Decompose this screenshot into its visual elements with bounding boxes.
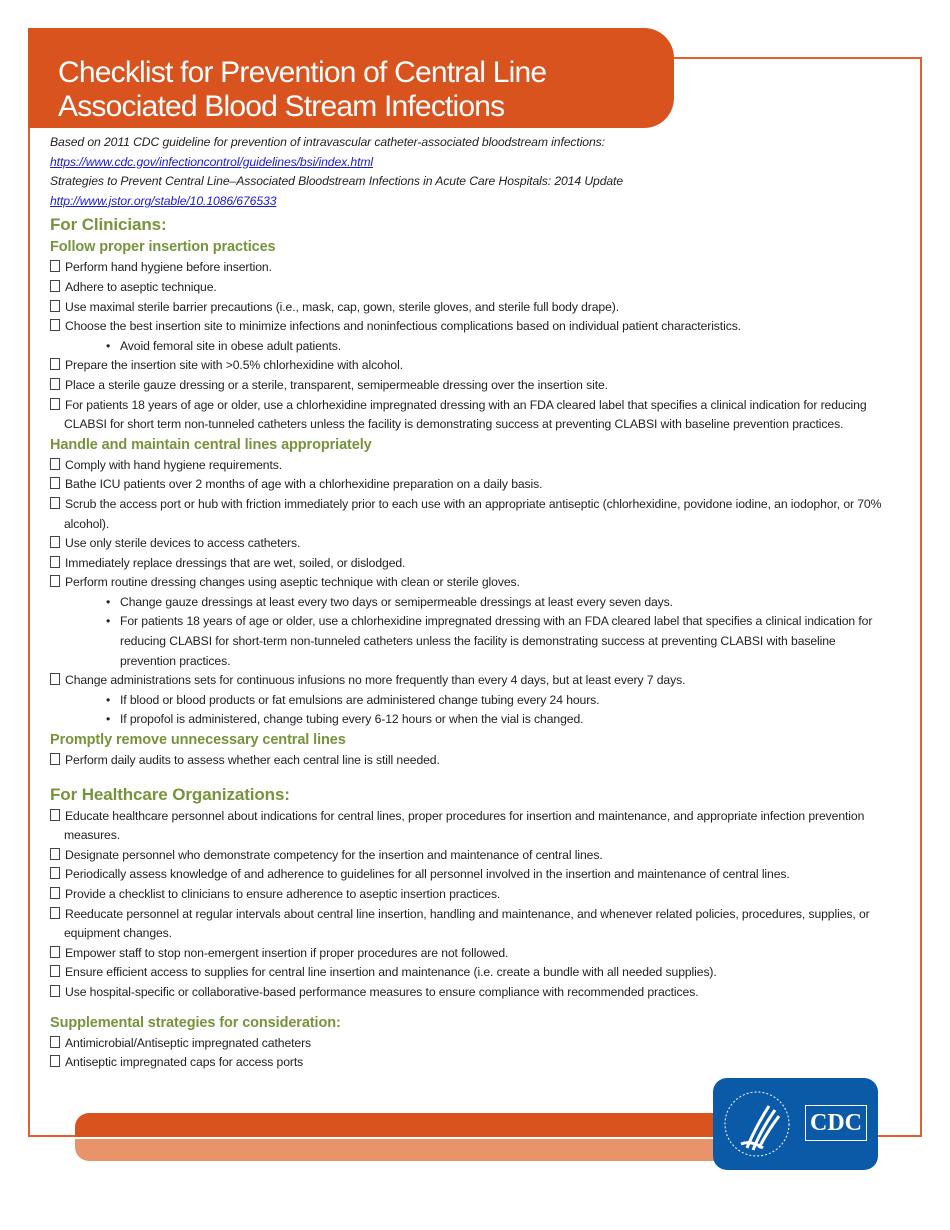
title-line-1: Checklist for Prevention of Central Line bbox=[58, 56, 547, 89]
checklist-item[interactable]: Provide a checklist to clinicians to ensure adherence to aseptic insertion practices. bbox=[50, 885, 890, 905]
subsection-heading: Handle and maintain central lines appropriately bbox=[50, 436, 372, 453]
checklist-item[interactable]: Perform daily audits to assess whether each central line is still needed. bbox=[50, 751, 890, 771]
cdc-logo-text: CDC bbox=[805, 1105, 867, 1141]
bullet-item: • Avoid femoral site in obese adult patients. bbox=[50, 337, 890, 357]
frame-border bbox=[28, 128, 30, 1136]
bullet-item: • If propofol is administered, change tubing every 6-12 hours or when the vial is changed. bbox=[50, 710, 890, 730]
checklist-item[interactable]: Educate healthcare personnel about indications for central lines, proper procedures for insertion and maintenance, and appropriate infection prevention measures. bbox=[50, 807, 890, 846]
checklist-item[interactable]: For patients 18 years of age or older, use a chlorhexidine impregnated dressing with an FDA cleared label that specifies a clinical indication for reducing CLABSI for short term non-tunneled catheters unless the facility is demonstrating success at preventing CLABSI with baseline prevention practices. bbox=[50, 396, 890, 435]
checklist-item[interactable]: Prepare the insertion site with >0.5% chlorhexidine with alcohol. bbox=[50, 356, 890, 376]
checklist-item[interactable]: Scrub the access port or hub with friction immediately prior to each use with an appropriate antiseptic (chlorhexidine, povidone iodine, an iodophor, or 70% alcohol). bbox=[50, 495, 890, 534]
checklist-item[interactable]: Place a sterile gauze dressing or a sterile, transparent, semipermeable dressing over the insertion site. bbox=[50, 376, 890, 396]
checklist-item[interactable]: Comply with hand hygiene requirements. bbox=[50, 456, 890, 476]
bullet-item: • For patients 18 years of age or older, use a chlorhexidine impregnated dressing with an FDA cleared label that specifies a clinical indication for reducing CLABSI for short-term non-tunneled catheters unless the facility is demonstrating success at preventing CLABSI with baseline prevention practices. bbox=[50, 612, 890, 671]
checklist-item[interactable]: Antimicrobial/Antiseptic impregnated catheters bbox=[50, 1034, 890, 1054]
checklist-item[interactable]: Immediately replace dressings that are wet, soiled, or dislodged. bbox=[50, 554, 890, 574]
frame-border bbox=[674, 57, 922, 59]
bullet-item: • If blood or blood products or fat emulsions are administered change tubing every 24 hours. bbox=[50, 691, 890, 711]
intro-text: Based on 2011 CDC guideline for prevention of intravascular catheter-associated bloodstream infections: bbox=[50, 135, 605, 149]
checklist-item[interactable]: Perform routine dressing changes using aseptic technique with clean or sterile gloves. bbox=[50, 573, 890, 593]
checklist-item[interactable]: Adhere to aseptic technique. bbox=[50, 278, 890, 298]
cdc-logo bbox=[713, 1078, 878, 1170]
checklist-item[interactable]: Use maximal sterile barrier precautions (i.e., mask, cap, gown, sterile gloves, and sterile full body drape). bbox=[50, 298, 890, 318]
section-heading: For Clinicians: bbox=[50, 215, 167, 235]
checklist-item[interactable]: Designate personnel who demonstrate competency for the insertion and maintenance of central lines. bbox=[50, 846, 890, 866]
checklist-item[interactable]: Perform hand hygiene before insertion. bbox=[50, 258, 890, 278]
checklist-item[interactable]: Antiseptic impregnated caps for access ports bbox=[50, 1053, 890, 1073]
jstor-link[interactable]: http://www.jstor.org/stable/10.1086/676533 bbox=[50, 193, 277, 208]
checklist-item[interactable]: Use hospital-specific or collaborative-based performance measures to ensure compliance with recommended practices. bbox=[50, 983, 890, 1003]
checklist-item[interactable]: Reeducate personnel at regular intervals about central line insertion, handling and maintenance, and whenever related policies, procedures, supplies, or equipment changes. bbox=[50, 905, 890, 944]
checklist-item[interactable]: Empower staff to stop non-emergent insertion if proper procedures are not followed. bbox=[50, 944, 890, 964]
bullet-item: • Change gauze dressings at least every two days or semipermeable dressings at least every seven days. bbox=[50, 593, 890, 613]
title-line-2: Associated Blood Stream Infections bbox=[58, 90, 505, 123]
page-title bbox=[58, 56, 546, 124]
footer-bar-light bbox=[75, 1139, 725, 1161]
document-body bbox=[50, 133, 890, 1073]
intro-text: Strategies to Prevent Central Line–Associated Bloodstream Infections in Acute Care Hospitals: 2014 Update bbox=[50, 174, 624, 189]
subsection-heading: Supplemental strategies for consideration: bbox=[50, 1014, 341, 1031]
frame-border bbox=[920, 57, 922, 1137]
cdc-guideline-link[interactable]: https://www.cdc.gov/infectioncontrol/guidelines/bsi/index.html bbox=[50, 154, 374, 169]
footer-bar bbox=[75, 1113, 755, 1137]
subsection-heading: Promptly remove unnecessary central lines bbox=[50, 732, 346, 749]
checklist-item[interactable]: Use only sterile devices to access catheters. bbox=[50, 534, 890, 554]
hhs-eagle-icon bbox=[717, 1078, 797, 1170]
title-banner bbox=[28, 28, 674, 128]
checklist-item[interactable]: Choose the best insertion site to minimize infections and noninfectious complications based on individual patient characteristics. bbox=[50, 317, 890, 337]
checklist-item[interactable]: Ensure efficient access to supplies for central line insertion and maintenance (i.e. create a bundle with all needed supplies). bbox=[50, 963, 890, 983]
checklist-item[interactable]: Change administrations sets for continuous infusions no more frequently than every 4 days, but at least every 7 days. bbox=[50, 671, 890, 691]
checklist-item[interactable]: Periodically assess knowledge of and adherence to guidelines for all personnel involved in the insertion and maintenance of central lines. bbox=[50, 865, 890, 885]
subsection-heading: Follow proper insertion practices bbox=[50, 239, 276, 256]
section-heading: For Healthcare Organizations: bbox=[50, 784, 290, 804]
checklist-item[interactable]: Bathe ICU patients over 2 months of age with a chlorhexidine preparation on a daily basis. bbox=[50, 475, 890, 495]
